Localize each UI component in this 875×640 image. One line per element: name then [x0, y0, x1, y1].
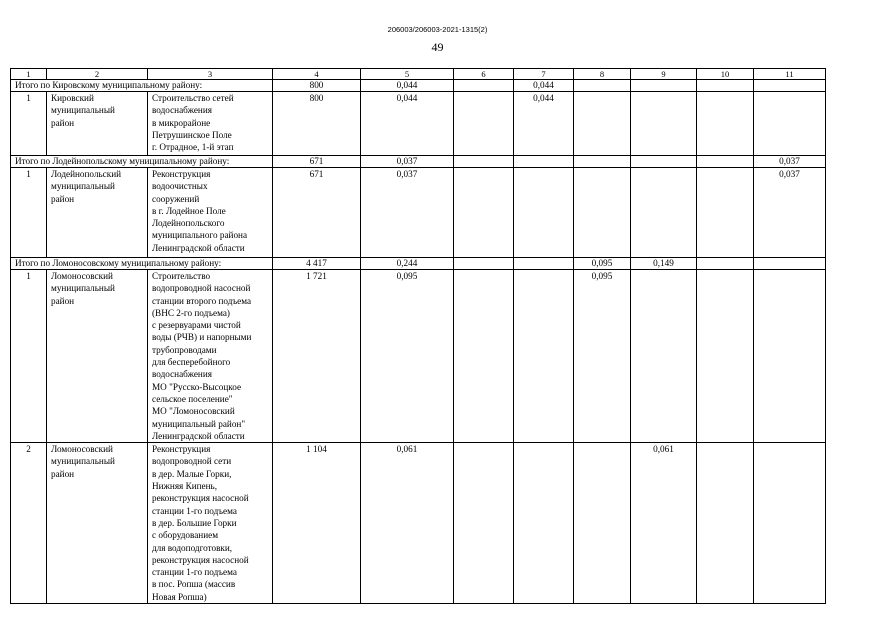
district-total-row [11, 80, 826, 92]
value-cell: 0,044 [361, 92, 454, 156]
value-cell [697, 168, 754, 258]
value-cell [574, 80, 631, 92]
district-total-label: Итого по Лодейнопольскому муниципальному району: [11, 156, 273, 168]
value-cell: 0,037 [361, 156, 454, 168]
district-total-row [11, 258, 826, 270]
column-number: 2 [47, 69, 148, 80]
value-cell [454, 270, 514, 443]
value-cell [574, 168, 631, 258]
value-cell: 0,244 [361, 258, 454, 270]
column-number-row [11, 69, 826, 80]
district-name: Кировский муниципальный район [47, 92, 148, 156]
column-number: 8 [574, 69, 631, 80]
district-total-label: Итого по Ломоносовскому муниципальному району: [11, 258, 273, 270]
value-cell: 0,095 [574, 258, 631, 270]
district-total-row [11, 156, 826, 168]
value-cell [631, 156, 697, 168]
value-cell [454, 156, 514, 168]
project-description: Реконструкция водопроводной сети в дер. Малые Горки, Нижняя Кипень, реконструкция насосной станции 1-го подъема в дер. Большие Горки с оборудованием для водоподготовки, реконструкция насосной станции 1-го подъема в пос. Ропша (массив Новая Ропша) [148, 443, 273, 604]
district-name: Ломоносовский муниципальный район [47, 270, 148, 443]
column-number: 10 [697, 69, 754, 80]
value-cell: 0,044 [514, 80, 574, 92]
value-cell [454, 92, 514, 156]
district-total-label: Итого по Кировскому муниципальному району: [11, 80, 273, 92]
value-cell [574, 92, 631, 156]
value-cell: 0,095 [361, 270, 454, 443]
row-number: 1 [11, 92, 47, 156]
value-cell: 0,149 [631, 258, 697, 270]
value-cell [574, 156, 631, 168]
column-number: 9 [631, 69, 697, 80]
value-cell [454, 80, 514, 92]
column-number: 6 [454, 69, 514, 80]
project-row [11, 168, 826, 258]
value-cell [454, 443, 514, 604]
value-cell [631, 168, 697, 258]
value-cell: 0,095 [574, 270, 631, 443]
project-row [11, 92, 826, 156]
column-number: 4 [273, 69, 361, 80]
value-cell [697, 80, 754, 92]
value-cell [631, 80, 697, 92]
value-cell: 0,044 [514, 92, 574, 156]
value-cell: 800 [273, 80, 361, 92]
column-number: 1 [11, 69, 47, 80]
column-number: 7 [514, 69, 574, 80]
value-cell [697, 92, 754, 156]
value-cell: 4 417 [273, 258, 361, 270]
district-name: Ломоносовский муниципальный район [47, 443, 148, 604]
value-cell [697, 443, 754, 604]
value-cell [514, 168, 574, 258]
value-cell [631, 92, 697, 156]
value-cell: 0,037 [754, 156, 826, 168]
row-number: 1 [11, 270, 47, 443]
row-number: 2 [11, 443, 47, 604]
value-cell [754, 92, 826, 156]
value-cell [574, 443, 631, 604]
value-cell [754, 80, 826, 92]
value-cell: 671 [273, 156, 361, 168]
page-number: 49 [431, 40, 444, 54]
row-number: 1 [11, 168, 47, 258]
column-number: 3 [148, 69, 273, 80]
project-description: Строительство водопроводной насосной станции второго подъема (ВНС 2-го подъема) с резервуарами чистой воды (РЧВ) и напорными трубопроводами для бесперебойного водоснабжения МО "Русско-Высоцкое сельское поселение" МО "Ломоносовский муниципальный район" Ленинградской области [148, 270, 273, 443]
value-cell: 800 [273, 92, 361, 156]
value-cell: 1 721 [273, 270, 361, 443]
column-number: 5 [361, 69, 454, 80]
value-cell [697, 270, 754, 443]
column-number: 11 [754, 69, 826, 80]
value-cell [631, 270, 697, 443]
value-cell: 671 [273, 168, 361, 258]
value-cell: 0,044 [361, 80, 454, 92]
value-cell [754, 443, 826, 604]
value-cell: 0,037 [754, 168, 826, 258]
value-cell: 0,061 [361, 443, 454, 604]
project-description: Строительство сетей водоснабжения в микрорайоне Петрушинское Поле г. Отрадное, 1-й этап [148, 92, 273, 156]
value-cell: 0,061 [631, 443, 697, 604]
value-cell [514, 443, 574, 604]
value-cell [454, 258, 514, 270]
value-cell [514, 156, 574, 168]
district-name: Лодейнопольский муниципальный район [47, 168, 148, 258]
value-cell [454, 168, 514, 258]
project-row [11, 270, 826, 443]
project-description: Реконструкция водоочистных сооружений в г. Лодейное Поле Лодейнопольского муниципального района Ленинградской области [148, 168, 273, 258]
value-cell: 1 104 [273, 443, 361, 604]
investment-table [10, 68, 826, 604]
value-cell [514, 270, 574, 443]
value-cell [697, 156, 754, 168]
value-cell [754, 258, 826, 270]
value-cell: 0,037 [361, 168, 454, 258]
value-cell [754, 270, 826, 443]
value-cell [697, 258, 754, 270]
value-cell [514, 258, 574, 270]
document-id: 206003/206003-2021-1315(2) [387, 25, 488, 34]
project-row [11, 443, 826, 604]
